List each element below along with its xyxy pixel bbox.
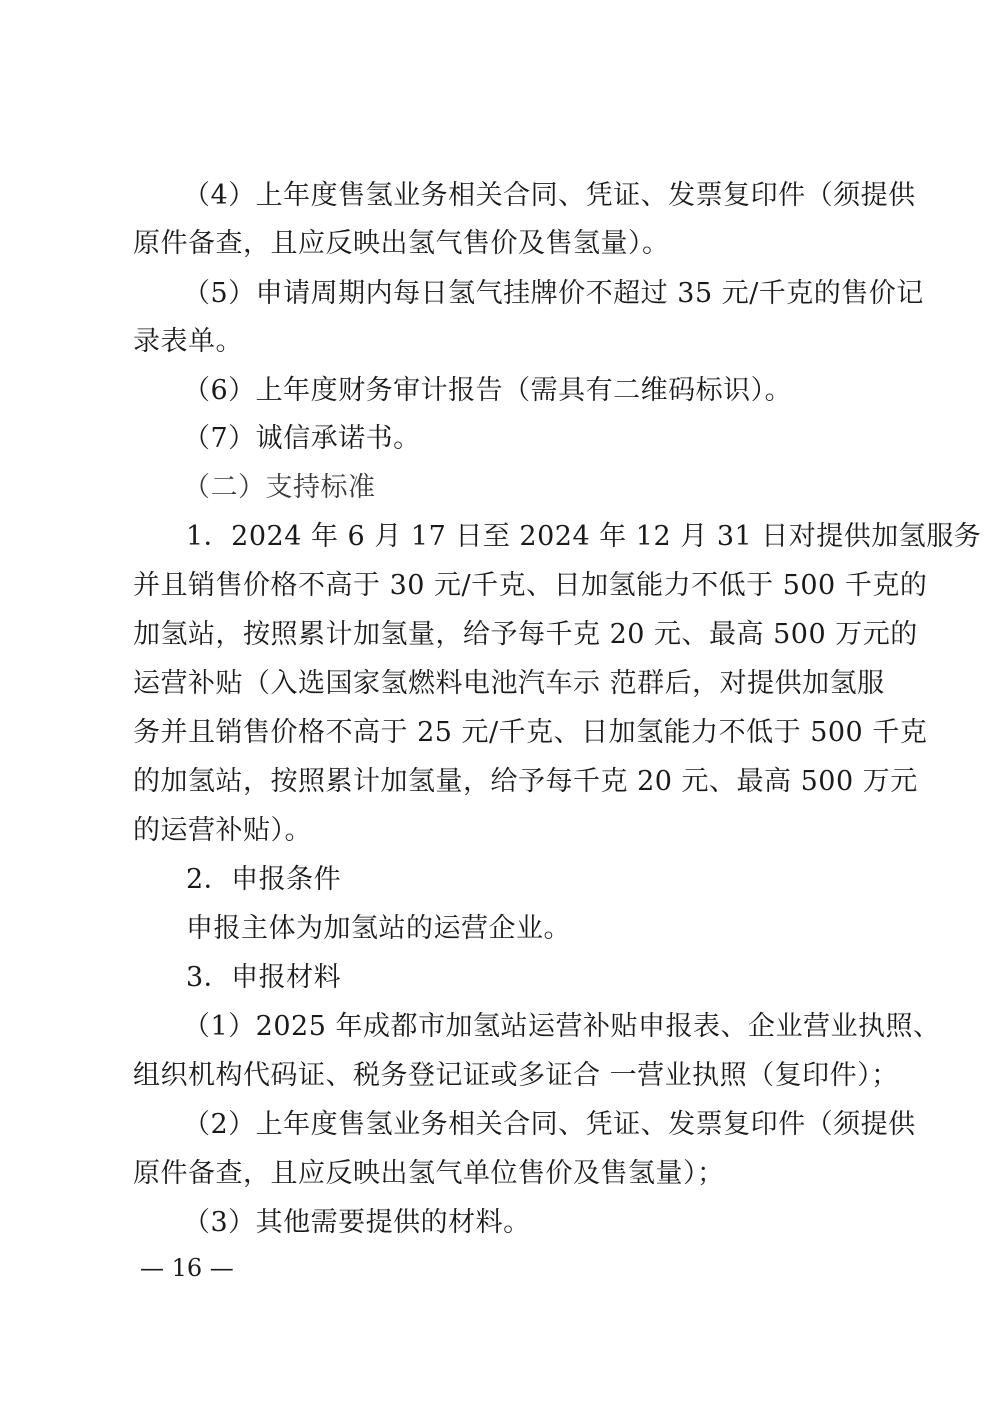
para-line-9: 并且销售价格不高于 30 元/千克、日加氢能力不低于 500 千克的 <box>133 570 928 601</box>
subheading-conditions: 2．申报条件 <box>186 864 342 895</box>
para-line-6: （7）诚信承诺书。 <box>183 423 421 454</box>
para-line-21: 原件备查，且应反映出氢气单位售价及售氢量）； <box>133 1158 725 1189</box>
para-line-8: 1．2024 年 6 月 17 日至 2024 年 12 月 31 日对提供加氢服务 <box>186 521 982 552</box>
para-line-1: （4）上年度售氢业务相关合同、凭证、发票复印件（须提供 <box>183 180 916 211</box>
para-line-11: 运营补贴（入选国家氢燃料电池汽车示 范群后，对提供加氢服 <box>133 668 885 699</box>
para-line-20: （2）上年度售氢业务相关合同、凭证、发票复印件（须提供 <box>183 1109 916 1140</box>
subheading-materials: 3．申报材料 <box>186 962 342 993</box>
para-line-13: 的加氢站，按照累计加氢量，给予每千克 20 元、最高 500 万元 <box>133 766 918 797</box>
para-line-2: 原件备查，且应反映出氢气售价及售氢量）。 <box>133 228 670 259</box>
para-line-5: （6）上年度财务审计报告（需具有二维码标识）。 <box>183 375 793 406</box>
para-line-19: 组织机构代码证、税务登记证或多证合 一营业执照（复印件）； <box>133 1060 899 1091</box>
para-line-12: 务并且销售价格不高于 25 元/千克、日加氢能力不低于 500 千克 <box>133 717 928 748</box>
para-line-18: （1）2025 年成都市加氢站运营补贴申报表、企业营业执照、 <box>183 1011 941 1042</box>
para-line-10: 加氢站，按照累计加氢量，给予每千克 20 元、最高 500 万元的 <box>133 619 918 650</box>
para-line-16: 申报主体为加氢站的运营企业。 <box>186 913 571 944</box>
para-line-14: 的运营补贴）。 <box>133 815 312 846</box>
page-number: — 16 — <box>140 1254 234 1282</box>
para-line-4: 录表单。 <box>133 326 243 357</box>
para-line-3: （5）申请周期内每日氢气挂牌价不超过 35 元/千克的售价记 <box>183 278 924 309</box>
para-line-22: （3）其他需要提供的材料。 <box>183 1207 531 1238</box>
section-heading: （二）支持标准 <box>183 472 376 503</box>
